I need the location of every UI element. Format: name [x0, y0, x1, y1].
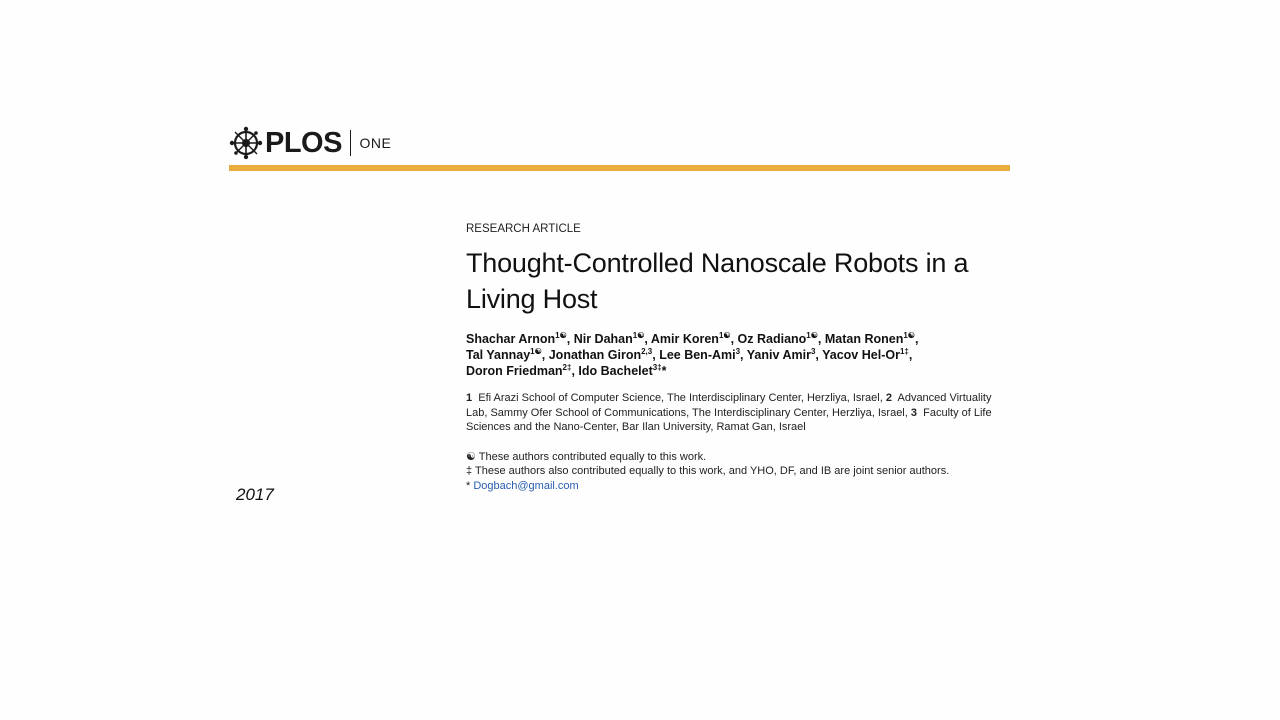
affiliation-text: Efi Arazi School of Computer Science, The Interdisciplinary Center, Herzliya, Israel,: [478, 392, 886, 404]
author-separator: ,: [571, 364, 579, 378]
author-name: Jonathan Giron: [548, 348, 642, 362]
author-affiliation-marker: 3: [735, 346, 741, 356]
publication-year: 2017: [236, 485, 274, 504]
author-affiliation-marker: 2,3: [641, 346, 653, 356]
author-name: Doron Friedman: [466, 364, 563, 378]
author-affiliation-marker: 3: [810, 346, 816, 356]
author-separator: ,: [730, 332, 738, 346]
author-name: Amir Koren: [650, 332, 719, 346]
affiliations: [466, 391, 1011, 435]
header-accent-rule: [229, 165, 1010, 171]
author-affiliation-marker: 1☯: [555, 330, 567, 340]
author-separator: ,: [914, 332, 919, 346]
author-affiliation-marker: 1☯: [903, 330, 915, 340]
article-header: [466, 222, 1011, 493]
author-name: Ido Bachelet: [578, 364, 653, 378]
logo-divider: [350, 130, 352, 156]
author-separator: ,: [652, 348, 660, 362]
equal-contribution-symbol: ☯: [466, 450, 476, 463]
corresponding-email-link[interactable]: Dogbach@gmail.com: [473, 479, 579, 492]
plos-one-logo: [229, 126, 391, 160]
corresponding-author-note: [466, 479, 1011, 494]
corresponding-symbol: *: [466, 479, 471, 492]
affiliation-number: 3: [910, 406, 917, 419]
author-name: Matan Ronen: [824, 332, 904, 346]
journal-name: PLOS: [265, 126, 342, 159]
author-separator: ,: [740, 348, 747, 362]
author-affiliation-marker: 1☯: [806, 330, 818, 340]
author-separator: ,: [817, 332, 825, 346]
author-affiliation-marker: 1☯: [530, 346, 542, 356]
journal-subtitle: ONE: [359, 135, 392, 151]
author-name: Shachar Arnon: [466, 332, 556, 346]
author-affiliation-marker: 1‡: [899, 346, 909, 356]
author-affiliation-marker: 1☯: [632, 330, 645, 340]
equal-contribution-note: [466, 450, 1011, 465]
author-name: Tal Yannay: [466, 348, 531, 362]
author-name: Lee Ben-Ami: [659, 348, 736, 362]
affiliation-number: 2: [885, 392, 892, 404]
senior-author-text: These authors also contributed equally to this work, and YHO, DF, and IB are joint senior authors.: [474, 465, 950, 477]
author-separator: ,: [908, 348, 913, 362]
plos-globe-icon: [229, 126, 263, 160]
author-affiliation-marker: 1☯: [718, 330, 731, 340]
senior-author-symbol: ‡: [466, 465, 473, 477]
author-name: Oz Radiano: [737, 332, 807, 346]
author-separator: ,: [644, 332, 651, 346]
author-separator: *: [661, 364, 667, 378]
author-separator: ,: [815, 348, 823, 362]
author-name: Nir Dahan: [573, 332, 633, 346]
affiliation-number: 1: [466, 392, 473, 404]
author-affiliation-marker: 2‡: [562, 362, 572, 372]
affiliation-text: Advanced Virtuality Lab, Sammy Ofer School of Communications, The Interdisciplinary Center, Herzliya, Israel,: [466, 392, 992, 419]
author-notes: [466, 450, 1011, 494]
affiliation-text: Faculty of Life Sciences and the Nano-Center, Bar Ilan University, Ramat Gan, Israel: [466, 406, 992, 433]
author-name: Yacov Hel-Or: [822, 348, 900, 362]
equal-contribution-text: These authors contributed equally to this work.: [478, 450, 707, 463]
article-type: RESEARCH ARTICLE: [466, 223, 581, 235]
author-list: [466, 331, 1011, 379]
author-affiliation-marker: 3‡: [652, 362, 662, 372]
article-title: Thought-Controlled Nanoscale Robots in a Living Host: [466, 248, 969, 314]
author-separator: ,: [541, 348, 549, 362]
author-separator: ,: [566, 332, 574, 346]
author-name: Yaniv Amir: [746, 348, 811, 362]
senior-author-note: [466, 464, 1011, 479]
